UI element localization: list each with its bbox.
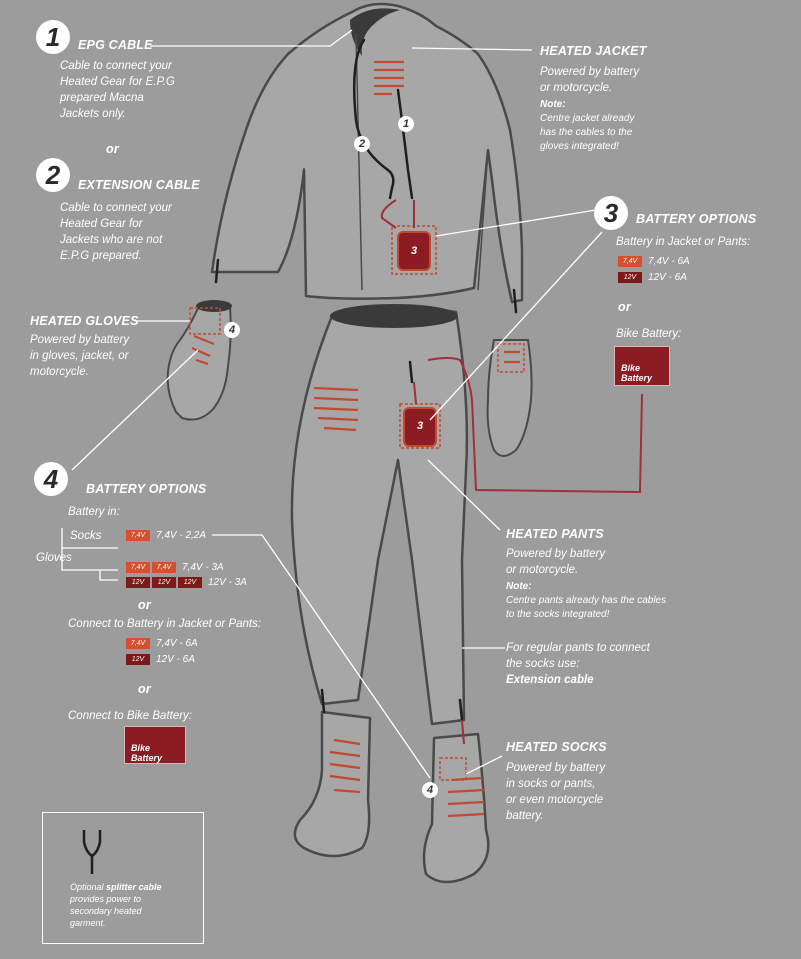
- gloves-chip-12v-b: 12V: [152, 577, 176, 588]
- marker-4-glove: 4: [224, 322, 240, 338]
- jacket-note-3: gloves integrated!: [540, 141, 619, 152]
- battery4-socks: Socks: [70, 530, 102, 542]
- splitter-line-0: [70, 882, 162, 893]
- jacket-note-2: has the cables to the: [540, 127, 633, 138]
- battery3-opt1: 7,4V - 6A: [648, 256, 690, 267]
- socks-line-1: Powered by battery: [506, 762, 606, 774]
- battery4-gloves: Gloves: [36, 552, 72, 564]
- marker-3-pants: 3: [416, 420, 424, 432]
- regular-line-1: For regular pants to connect: [506, 642, 650, 654]
- gloves-line-2: in gloves, jacket, or: [30, 350, 129, 362]
- pants-line-2: or motorcycle.: [506, 564, 579, 576]
- epg-line-3: prepared Macna: [60, 92, 144, 104]
- jacket-line-2: or motorcycle.: [540, 82, 613, 94]
- splitter-pre: Optional: [70, 882, 107, 892]
- pants-illustration: [292, 304, 467, 724]
- or-separator: or: [106, 142, 119, 156]
- gloves-74v-text: 7,4V - 3A: [182, 562, 224, 573]
- heated-pants-title: HEATED PANTS: [506, 527, 604, 541]
- epg-line-1: Cable to connect your: [60, 60, 172, 72]
- splitter-line-1: provides power to: [70, 894, 142, 904]
- battery4-title: BATTERY OPTIONS: [86, 482, 207, 496]
- extension-line-1: Cable to connect your: [60, 202, 172, 214]
- battery3-opt2: 12V - 6A: [648, 272, 687, 283]
- epg-line-4: Jackets only.: [60, 108, 126, 120]
- heated-gloves-title: HEATED GLOVES: [30, 314, 139, 328]
- jacket-note-label: Note:: [540, 99, 566, 110]
- pants-line-1: Powered by battery: [506, 548, 606, 560]
- epg-line-2: Heated Gear for E.P.G: [60, 76, 175, 88]
- battery4-bike-battery: Bike Battery: [124, 726, 186, 764]
- battery3-title: BATTERY OPTIONS: [636, 212, 757, 226]
- gloves-line-3: motorcycle.: [30, 366, 89, 378]
- step-4-badge: 4: [34, 462, 68, 496]
- gloves-12v-text: 12V - 3A: [208, 577, 247, 588]
- battery3-intro: Battery in Jacket or Pants:: [616, 236, 751, 248]
- jacket-line-1: Powered by battery: [540, 66, 640, 78]
- right-glove-illustration: [488, 340, 532, 456]
- socks-line-3: or even motorcycle: [506, 794, 604, 806]
- gloves-chip-12v-c: 12V: [178, 577, 202, 588]
- gloves-line-1: Powered by battery: [30, 334, 130, 346]
- battery3-chip-74v: 7,4V: [618, 256, 642, 267]
- socks-line-4: battery.: [506, 810, 544, 822]
- marker-4-sock: 4: [422, 782, 438, 798]
- jacket-note-1: Centre jacket already: [540, 113, 635, 124]
- socks-battery-text: 7,4V - 2,2A: [156, 530, 207, 541]
- jp-chip-12v: 12V: [126, 654, 150, 665]
- battery4-intro: Battery in:: [68, 506, 120, 518]
- gloves-chip-74v-b: 7,4V: [152, 562, 176, 573]
- gloves-chip-12v-a: 12V: [126, 577, 150, 588]
- splitter-line-2: secondary heated: [70, 906, 142, 916]
- step-1-badge: 1: [36, 20, 70, 54]
- heated-jacket-title: HEATED JACKET: [540, 44, 647, 58]
- jp-12v-text: 12V - 6A: [156, 654, 195, 665]
- pants-note-1: Centre pants already has the cables: [506, 595, 667, 606]
- battery4-connect-bike: Connect to Bike Battery:: [68, 710, 193, 722]
- jp-chip-74v: 7,4V: [126, 638, 150, 649]
- step-3-badge: 3: [594, 196, 628, 230]
- marker-3-jacket: 3: [410, 245, 418, 257]
- splitter-bold: splitter cable: [106, 882, 162, 892]
- battery3-bike-label: Bike Battery:: [616, 328, 682, 340]
- extension-line-4: E.P.G prepared.: [60, 250, 142, 262]
- epg-cable-title: EPG CABLE: [78, 38, 153, 52]
- regular-line-2: the socks use:: [506, 658, 580, 670]
- heated-socks-title: HEATED SOCKS: [506, 740, 607, 754]
- marker-1: 1: [398, 116, 414, 132]
- battery4-connect-jp: Connect to Battery in Jacket or Pants:: [68, 618, 262, 630]
- marker-2: 2: [354, 136, 370, 152]
- extension-cable-title: EXTENSION CABLE: [78, 178, 200, 192]
- battery3-or: or: [618, 300, 631, 314]
- regular-extension-cable: Extension cable: [506, 674, 594, 686]
- battery3-chip-12v: 12V: [618, 272, 642, 283]
- extension-line-2: Heated Gear for: [60, 218, 143, 230]
- socks-chip-74v: 7,4V: [126, 530, 150, 541]
- left-glove-illustration: [168, 300, 232, 420]
- battery3-bike-battery: Bike Battery: [614, 346, 670, 386]
- step-2-badge: 2: [36, 158, 70, 192]
- pants-note-2: to the socks integrated!: [506, 609, 610, 620]
- battery4-or-2: or: [138, 682, 151, 696]
- splitter-box: [42, 812, 204, 944]
- extension-line-3: Jackets who are not: [60, 234, 163, 246]
- splitter-line-3: garment.: [70, 918, 106, 928]
- pants-note-label: Note:: [506, 581, 532, 592]
- socks-line-2: in socks or pants,: [506, 778, 596, 790]
- battery4-or-1: or: [138, 598, 151, 612]
- jp-74v-text: 7,4V - 6A: [156, 638, 198, 649]
- gloves-chip-74v-a: 7,4V: [126, 562, 150, 573]
- socks-illustration: [295, 712, 488, 882]
